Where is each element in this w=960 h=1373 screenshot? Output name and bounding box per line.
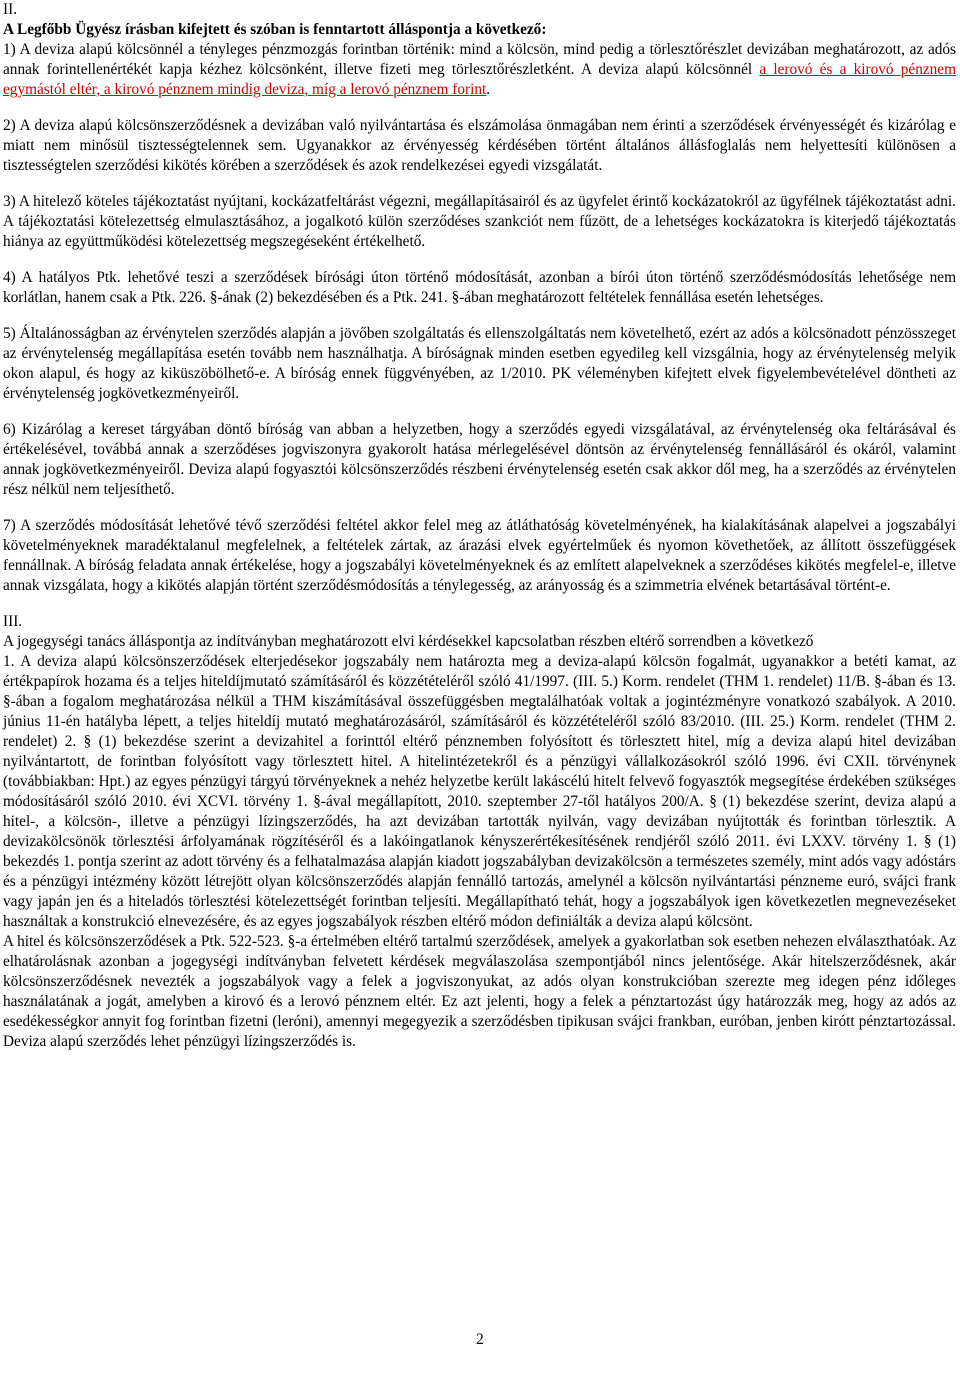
section-3-point-1: 1. A deviza alapú kölcsönszerződések elterjedésekor jogszabály nem határozta meg a deviza-alapú kölcsön fogalmát, ugyanakkor a betéti kamat, az értékpapírok hozama és a teljes hiteldíjmutató számításáról és közzétételéről szóló 41/1997. (III. 5.) Korm. rendelet (THM 1. rendelet) 11/B. §-ában és 13. §-ában a fogalom meghatározása nélkül a THM kiszámításával összefüggésben megtalálhatóak voltak a jogintézményre vonatkozó szabályok. A 2010. június 11-én hatályba lépett, a teljes hiteldíj mutató meghatározásáról, számításáról és közzétételéről szóló 83/2010. (III. 25.) Korm. rendelet (THM 2. rendelet) 2. § (1) bekezdése szerint a devizahitel a forinttól eltérő pénznemben folyósított és törlesztett hitel, míg a deviza alapú hitel devizában nyilvántartott, de forintban folyósított vagy törlesztett hitel. A hitelintézetekről és a pénzügyi vállalkozásokról szóló 1996. évi CXII. törvénynek (továbbiakban: Hpt.) az egyes pénzügyi tárgyú törvényeknek a nehéz helyzetbe került lakáscélú hitelt felvevő fogyasztók megsegítése érdekében szükséges módosításáról szóló 2010. évi XCVI. törvény 1. §-ával megállapított, 2010. szeptember 27-től hatályos 200/A. § (1) bekezdése szerint, deviza alapú a hitel-, a kölcsön-, illetve a pénzügyi lízingszerződés, ha azt devizában tartották nyilván, vagy devizában nyújtották és forintban törlesztik. A devizakölcsönök törlesztési árfolyamának rögzítéséről és a lakóingatlanok kényszerértékesítésének rendjéről szóló 2011. évi LXXV. törvény 1. § (1) bekezdés 1. pontja szerint az adott törvény és a felhatalmazása alapján kiadott jogszabályban devizakölcsön a természetes személy, mint adós vagy adóstárs és a pénzügyi intézmény között létrejött olyan kölcsönszerződés alapján fennálló tartozás, amelynél a kölcsön nyilvántartási pénzneme euró, svájci frank vagy japán jen és a hiteladós törlesztési kötelezettségét forintban teljesíti. Megállapítható tehát, hogy a jogszabályok igen következetlen megnevezéseket használtak a konstrukció elnevezésére, és az egyes jogszabályok részben eltérő módon definiálták a deviza alapú kölcsönt. [3,653,957,930]
section-2-point-1 [3,40,956,100]
document-page [3,0,956,1052]
page-number: 2 [476,1331,484,1348]
section-3-number: III. [3,613,23,630]
section-2-number: II. [3,1,18,18]
section-2-point-7: 7) A szerződés módosítását lehetővé tévő szerződési feltétel akkor felel meg az átláthatóság követelményének, ha kialakításának alapelvei a jogszabályi követelményeknek maradéktalanul megfelelnek, a feltételek zártak, az árazási elvek egyértelműek és nyomon követhetőek, az állított összefüggések fennállnak. A bíróság feladata annak értékelése, hogy a jogszabályi követelményeknek és az említett alapelveknek a szerződéses kikötés megfelel-e, illetve annak vizsgálata, hogy a kikötés alapján történt szerződésmódosítás a ténylegesség, az arányosság és a szimmetria elvének betartásával történt-e. [3,517,956,594]
section-2-point-3: 3) A hitelező köteles tájékoztatást nyújtani, kockázatfeltárást végezni, megállapításairól és az ügyfelet érintő kockázatokról az ügyfélnek tájékoztatást adni. A tájékoztatási kötelezettség elmulasztásához, a jogalkotó külön szerződéses szankciót nem fűzött, de a lehetséges kockázatokra is kiterjedő tájékoztatás hiánya az együttműködési kötelezettség megszegéseként értékelhető. [3,193,956,250]
section-2-point-4: 4) A hatályos Ptk. lehetővé teszi a szerződések bírósági úton történő módosítását, azonban a bírói úton történő szerződésmódosítás lehetősége nem korlátlan, hanem csak a Ptk. 226. §-ának (2) bekezdésében és a Ptk. 241. §-ában meghatározott feltételek fennállása esetén lehetséges. [3,269,956,306]
point-1-text: 1) A deviza alapú kölcsönnél a tényleges pénzmozgás forintban történik: mind a kölcsön, mind pedig a törlesztőrészlet devizában meghatározott, az adós annak forintellenértékét kapja kézhez kölcsönként, illetve fizeti meg törlesztőrészletként. A deviza alapú kölcsönnél [3,41,956,78]
section-2-point-6: 6) Kizárólag a kereset tárgyában döntő bíróság van abban a helyzetben, hogy a szerződés egyedi vizsgálatával, az érvénytelenség oka feltárásával és értékelésével, továbbá annak a szerződéses jogviszonyra gyakorolt hatása mérlegelésével döntsön az érvénytelenség fennállásáról és okáról, valamint annak jogkövetkezményeiről. Deviza alapú fogyasztói kölcsönszerződés részbeni érvénytelenség esetén csak akkor dől meg, ha a szerződés az érvénytelen rész nélkül nem teljesíthető. [3,421,956,498]
section-3-intro: A jogegységi tanács álláspontja az indítványban meghatározott elvi kérdésekkel kapcsolatban részben eltérő sorrendben a következő [3,633,814,650]
point-1-end: . [486,81,491,98]
highlighted-currency-note: a lerovó és a kirovó pénznem egymástól eltér, a kirovó pénznem mindig deviza, míg a lerovó pénznem forint [3,61,956,98]
section-3-paragraph-2: A hitel és kölcsönszerződések a Ptk. 522-523. §-a értelmében eltérő tartalmú szerződések, amelyek a gyakorlatban sok esetben nehezen elválaszthatóak. Az elhatárolásnak azonban a jogegységi indítványban felvetett kérdések megválaszolása szempontjából nincs jelentősége. Akár hitelszerződésnek, akár kölcsönszerződésnek nevezték a jogszabályok vagy a felek a jogviszonyukat, az adós olyan konstrukcióban szerezte meg idegen pénz időleges használatának a jogát, amelyben a kirovó és a lerovó pénznem eltér. Ez azt jelenti, hogy a felek a pénztartozást úgy határozzák meg, hogy az adós az esedékességkor annyit fog forintban fizetni (leróni), amennyi megegyezik a szerződésben tipikusan svájci frankban, euróban, jenben kirótt pénztartozással. Deviza alapú szerződés lehet pénzügyi lízingszerződés is. [3,933,956,1050]
section-2-point-2: 2) A deviza alapú kölcsönszerződésnek a devizában való nyilvántartása és elszámolása önmagában nem érinti a szerződések érvényességét és kizárólag e miatt nem minősül tisztességtelennek sem. Ugyanakkor az érvényesség kérdésében történt általános állásfoglalás nem helyettesíti különösen a tisztességtelen szerződési kikötés körében a szerződések és azok rendelkezései egyedi vizsgálatát. [3,117,956,174]
section-2-heading: A Legfőbb Ügyész írásban kifejtett és szóban is fenntartott álláspontja a következő: [3,21,547,38]
section-2-point-5: 5) Általánosságban az érvénytelen szerződés alapján a jövőben szolgáltatás és ellenszolgáltatás nem követelhető, ezért az adós a kölcsönadott pénzösszeget az érvénytelenség megállapítása esetén tovább nem használhatja. A bíróságnak minden esetben egyedileg kell vizsgálnia, hogy az érvénytelenség melyik okon alapul, és hogy az kiküszöbölhető-e. A bíróság ennek függvényében, az 1/2010. PK véleményben kifejtett elvek figyelembevételével döntheti az érvénytelenség jogkövetkezményeiről. [3,325,956,402]
